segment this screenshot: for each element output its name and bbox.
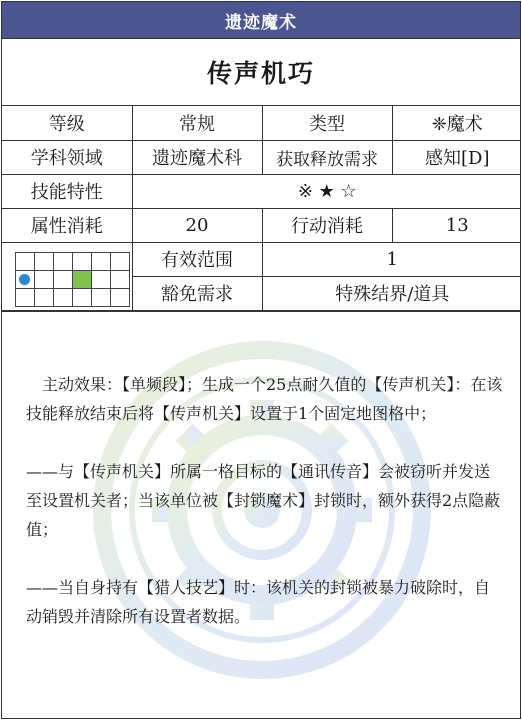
range-grid-cell (16, 253, 35, 271)
range-grid-cell (54, 289, 73, 307)
range-grid-cell (54, 271, 73, 289)
acquire-value: 感知[D] (392, 140, 521, 174)
range-diagram (2, 242, 132, 310)
level-label: 等级 (2, 106, 132, 140)
stats-row-field (2, 140, 521, 174)
range-grid-cell (35, 289, 54, 307)
stats-table (2, 106, 521, 311)
range-grid-cell (35, 253, 54, 271)
stats-row-level (2, 106, 521, 140)
description-text (26, 370, 504, 660)
action-cost-label: 行动消耗 (262, 208, 392, 242)
range-grid-cell (111, 289, 130, 307)
category-header (2, 2, 520, 38)
attr-cost-label: 属性消耗 (2, 208, 132, 242)
range-grid-cell (92, 289, 111, 307)
description-paragraph-3: ——当自身持有【猎人技艺】时：该机关的封锁被暴力破除时，自动销毁并清除所有设置者数据。 (26, 577, 491, 626)
type-label: 类型 (262, 106, 392, 140)
range-grid-cell (54, 253, 73, 271)
trait-value: ※ ★ ☆ (132, 174, 521, 208)
range-grid-cell (92, 253, 111, 271)
level-value: 常规 (132, 106, 262, 140)
range-grid-cell (73, 253, 92, 271)
field-value: 遗迹魔术科 (132, 140, 262, 174)
type-value: ❈魔术 (392, 106, 521, 140)
trait-label: 技能特性 (2, 174, 132, 208)
range-value: 1 (262, 242, 521, 276)
description-paragraph-1: 主动效果：【单频段】；生成一个25点耐久值的【传声机关】：在该技能释放结束后将【传声机关】设置于1个固定地图格中； (26, 374, 503, 423)
description-panel (2, 311, 520, 720)
range-grid-cell (35, 271, 54, 289)
skill-card (1, 1, 521, 719)
skill-title (2, 38, 520, 106)
range-grid-cell (111, 271, 130, 289)
immune-value: 特殊结界/道具 (262, 276, 521, 310)
caster-dot-icon (19, 274, 30, 285)
immune-label: 豁免需求 (132, 276, 262, 310)
range-grid-cell (111, 253, 130, 271)
range-grid-cell (73, 289, 92, 307)
stats-row-trait (2, 174, 521, 208)
range-label: 有效范围 (132, 242, 262, 276)
stats-row-cost (2, 208, 521, 242)
action-cost-value: 13 (392, 208, 521, 242)
skill-name: 传声机巧 (206, 59, 315, 88)
field-label: 学科领域 (2, 140, 132, 174)
range-grid-cell (16, 289, 35, 307)
description-paragraph-2: ——与【传声机关】所属一格目标的【通讯传音】会被窃听并发送至设置机关者；当该单位被【封锁魔术】封锁时，额外获得2点隐蔽值； (26, 461, 501, 539)
range-target-cell (73, 271, 92, 289)
stats-row-range (2, 242, 521, 276)
acquire-label: 获取释放需求 (262, 140, 392, 174)
range-grid-cell (92, 271, 111, 289)
attr-cost-value: 20 (132, 208, 262, 242)
category-label: 遗迹魔术 (225, 12, 297, 33)
range-caster-cell (16, 271, 35, 289)
range-grid (15, 252, 130, 307)
